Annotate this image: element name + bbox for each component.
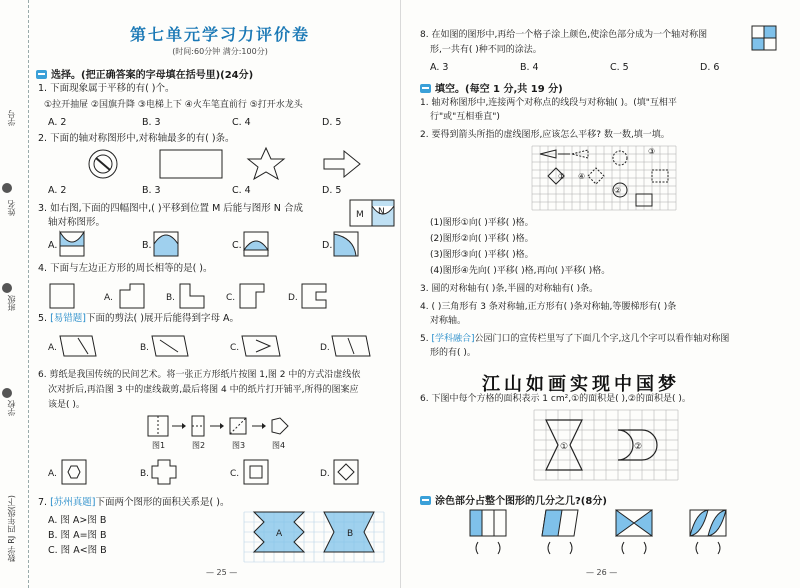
q6-label-b: B. [140,469,150,479]
q3-figure-mn [350,200,396,228]
q1-option-d: D. 5 [322,117,342,128]
question-3-cont: 轴对称图形。 [48,217,106,228]
fill-2-label-2: ② [614,186,622,195]
q8-grid [752,26,778,52]
fill-2-item-4: (4)图形④先向( )平移( )格,再向( )平移( )格。 [430,266,611,276]
question-1: 1. 下面现象属于平移的有( )个。 [38,83,175,94]
question-6-line3: 该是( )。 [48,400,85,410]
q4-label-d: D. [288,293,298,303]
q3-option-a: A. [48,240,58,251]
fill-5-line2: 形的有( )。 [430,348,476,358]
binding-hole [2,283,12,293]
question-8-line2: 形,一共有( )种不同的涂法。 [430,45,542,55]
question-3: 3. 如右图,下面的四幅图中,( )平移到位置 M 后能与图形 N 合成 [38,203,303,214]
q6-option-shapes [48,458,378,488]
q3-option-shapes [60,232,360,258]
section-fraction [420,492,607,507]
question-8-line1: 8. 在如图的图形中,再给一个格子涂上颜色,使涂色部分成为一个轴对称图 [420,30,708,40]
q4-label-c: C. [226,293,236,303]
fill-6: 6. 下图中每个方格的面积表示 1 cm²,①的面积是( ),②的面积是( )。 [420,394,691,404]
q2-option-b: B. 3 [142,185,161,196]
fill-6-label-1: ① [560,442,569,452]
q4-label-b: B. [166,293,176,303]
q6-label-d: D. [320,469,330,479]
q2-option-d: D. 5 [322,185,342,196]
question-6-line2: 次对折后,再沿图 3 中的虚线裁剪,最后将图 4 中的纸片打开铺平,所得的图案应 [48,385,359,395]
fill-2-grid [532,146,676,210]
q5-label-b: B. [140,343,150,353]
q8-option-d: D. 6 [700,62,720,73]
question-6-line1: 6. 剪纸是我国传统的民间艺术。将一张正方形纸片按图 1,图 2 中的方式沿虚线依 [38,370,361,380]
fill-2-item-3: (3)图形③向( )平移( )格。 [430,250,534,260]
fill-2: 2. 要得到箭头所指的虚线图形,应该怎么平移? 数一数,填一填。 [420,130,670,140]
q8-option-c: C. 5 [610,62,629,73]
q1-option-b: B. 3 [142,117,161,128]
fill-2-label-3: ③ [648,147,656,156]
q1-option-a: A. 2 [48,117,67,128]
q7-option-b: B. 图 A=图 B [48,530,107,541]
section-fill [420,80,563,95]
section-choice-label: 选择。(把正确答案的字母填在括号里)(24分) [51,70,254,81]
test-meta: (时间:60分钟 满分:100分) [172,47,268,56]
fill-2-item-2: (2)图形②向( )平移( )格。 [430,234,534,244]
section-fill-label: 填空。(每空 1 分,共 19 分) [435,84,563,95]
binding-label-book: 数学 RJ 四年级(下) [7,495,16,563]
q2-option-a: A. 2 [48,185,67,196]
fill-2-label-4: ④ [578,172,586,181]
q5-label-a: A. [48,343,57,353]
fill-6-grid [534,410,678,480]
page-number-left: — 25 — [206,568,238,577]
section-icon [420,496,431,505]
section-icon [420,84,431,93]
q5-label-d: D. [320,343,330,353]
fill-4-line1: 4. ( )三角形有 3 条对称轴,正方形有( )条对称轴,等腰梯形有( )条 [420,302,677,312]
q6-fig-3: 图3 [232,441,246,450]
fill-3: 3. 圆的对称轴有( )条,半圆的对称轴有( )条。 [420,284,599,294]
q7-label-a: A [276,529,283,539]
section-fraction-label: 涂色部分占整个图形的几分之几?(8分) [435,496,607,507]
question-4: 4. 下面与左边正方形的周长相等的是( )。 [38,263,213,274]
q7-grid-figure [244,512,384,562]
question-2: 2. 下面的轴对称图形中,对称轴最多的有( )条。 [38,133,235,144]
q5-fold-shapes [48,332,378,360]
q2-option-c: C. 4 [232,185,251,196]
binding-hole [2,183,12,193]
q3-option-b: B. [142,240,152,251]
page-title: 第七单元学习力评价卷 [129,25,310,44]
q4-shapes [50,282,380,310]
q5-tag: [易错题] [50,313,87,324]
binding-label-school: 学校 [7,400,16,416]
q6-fig-2: 图2 [192,441,206,450]
fill-6-label-2: ② [634,442,643,452]
q7-tag: [苏州真题] [50,497,96,508]
question-1-items: ①拉开抽屉 ②国旗升降 ③电梯上下 ④火车笔直前行 ⑤打开水龙头 [44,100,303,110]
q1-option-c: C. 4 [232,117,251,128]
q3-label-n: N [378,207,385,217]
fill-4-line2: 对称轴。 [430,316,467,326]
page-number-right: — 26 — [586,568,618,577]
section-icon [36,70,47,79]
fill-1-line2: 行"或"互相垂直") [430,112,500,122]
q8-option-a: A. 3 [430,62,449,73]
fill-5-tag: [学科融合] [431,334,475,344]
q7-label-b: B [347,529,354,539]
q5-text: 下面的剪法( )展开后能得到字母 A。 [86,313,239,324]
q7-option-c: C. 图 A<图 B [48,545,107,556]
binding-hole [2,388,12,398]
q4-label-a: A. [104,293,113,303]
q7-text: 下面两个图形的面积关系是( )。 [95,497,230,508]
q3-option-d: D. [322,240,333,251]
fill-2-label-1: ① [558,172,566,181]
q6-fig-1: 图1 [152,441,166,450]
fill-5-line1: 5. [学科融合]公园门口的宣传栏里写了下面几个字,这几个字可以看作轴对称图 [420,334,730,344]
fraction-shapes [470,510,770,558]
q7-option-a: A. 图 A>图 B [48,515,107,526]
fill-5-text: 公园门口的宣传栏里写了下面几个字,这几个字可以看作轴对称图 [474,334,730,344]
q5-label-c: C. [230,343,240,353]
slogan: 江山如画实现中国梦 [482,374,680,395]
q8-option-b: B. 4 [520,62,539,73]
binding-label-name: 姓名 [7,200,16,216]
q6-label-a: A. [48,469,57,479]
fill-1-line1: 1. 轴对称图形中,连接两个对称点的线段与对称轴( )。(填"互相平 [420,98,677,108]
question-7: 7. [苏州真题]下面两个图形的面积关系是( )。 [38,497,230,508]
q3-option-c: C. [232,240,242,251]
fill-2-item-1: (1)图形①向( )平移( )格。 [430,218,534,228]
q6-fig-4: 图4 [272,441,286,450]
q6-fold-steps [148,414,308,454]
binding-strip [0,0,29,588]
question-5: 5. [易错题]下面的剪法( )展开后能得到字母 A。 [38,313,239,324]
q6-label-c: C. [230,469,240,479]
q3-label-m: M [356,210,364,220]
binding-label-id: 学号 [7,110,16,126]
q2-shapes [88,148,388,182]
binding-label-class: 班级 [7,295,16,311]
section-choice [36,66,253,81]
